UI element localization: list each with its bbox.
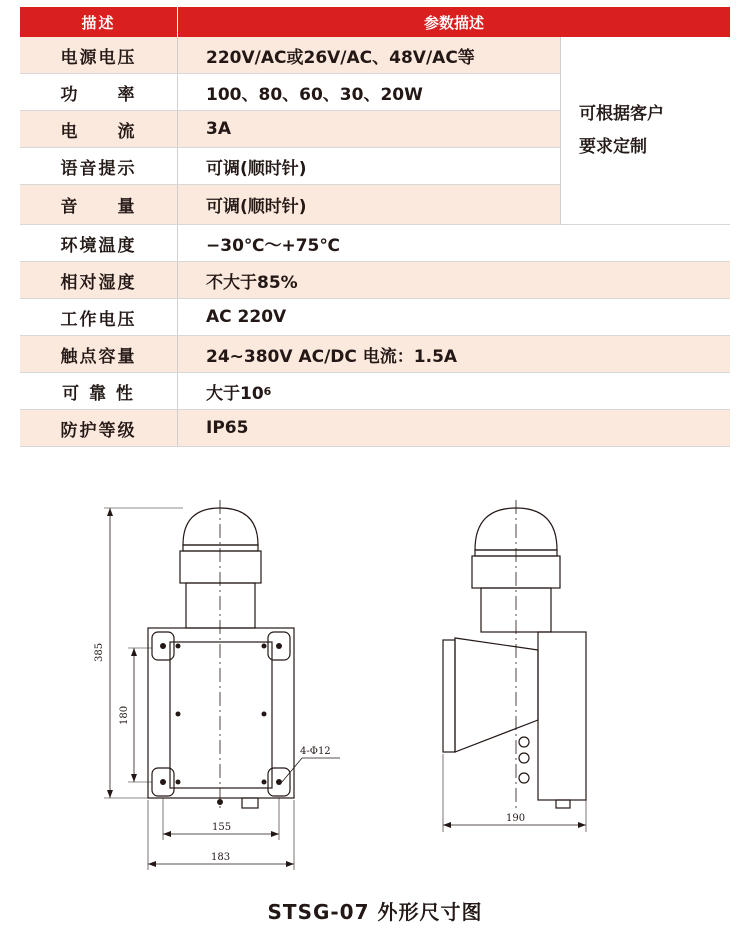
row-label: 电源电压	[20, 37, 178, 73]
row-label: 可 靠 性	[20, 373, 178, 409]
table-header	[20, 7, 730, 37]
dim-width-mount: 155	[212, 822, 232, 833]
dim-depth: 190	[506, 813, 526, 824]
table-row	[20, 299, 730, 336]
row-value: AC 220V	[206, 307, 287, 327]
row-label: 语音提示	[20, 148, 178, 184]
note-line: 要求定制	[579, 136, 647, 157]
table-row	[20, 74, 560, 111]
row-value: 220V/AC或26V/AC、48V/AC等	[206, 47, 475, 68]
table-row	[20, 111, 560, 148]
enclosure-side	[538, 632, 586, 800]
table-row	[20, 225, 730, 262]
row-value: 3A	[206, 119, 231, 139]
row-value: 不大于85%	[206, 272, 298, 293]
drawing-caption: STSG-07 外形尺寸图	[267, 900, 483, 924]
table-row	[20, 373, 730, 410]
row-value: 可调(顺时针)	[206, 158, 307, 179]
row-value: 100、80、60、30、20W	[206, 84, 423, 105]
dim-hole: 4-Φ12	[300, 746, 331, 757]
row-label: 音 量	[20, 185, 178, 224]
custom-note	[560, 37, 730, 225]
table-row	[20, 262, 730, 299]
row-label: 触点容量	[20, 336, 178, 372]
table-row	[20, 410, 730, 447]
row-value: 24~380V AC/DC 电流：1.5A	[206, 346, 458, 367]
row-value: IP65	[206, 418, 249, 438]
header-value: 参数描述	[423, 13, 484, 32]
table-row	[20, 148, 560, 185]
row-label: 防护等级	[20, 410, 178, 446]
note-line: 可根据客户	[579, 103, 664, 124]
row-label: 功 率	[20, 74, 178, 110]
dim-width-total: 183	[211, 852, 231, 863]
superscript: 6	[263, 384, 272, 398]
row-value: −30℃～+75℃	[206, 235, 340, 256]
dimension-drawing	[0, 480, 750, 900]
row-label: 相对湿度	[20, 262, 178, 298]
row-label: 电 流	[20, 111, 178, 147]
beacon-dome-front	[183, 508, 258, 545]
table-row	[20, 185, 560, 225]
header-label: 描述	[20, 7, 178, 37]
row-label: 工作电压	[20, 299, 178, 335]
dim-height-total: 385	[94, 642, 105, 662]
horn-speaker-side	[455, 638, 538, 752]
dim-height-mount: 180	[119, 705, 130, 725]
table-row	[20, 336, 730, 373]
row-value: 可调(顺时针)	[206, 197, 307, 217]
row-value: 大于10 6	[206, 383, 272, 404]
table-row	[20, 37, 560, 74]
row-label: 环境温度	[20, 225, 178, 261]
